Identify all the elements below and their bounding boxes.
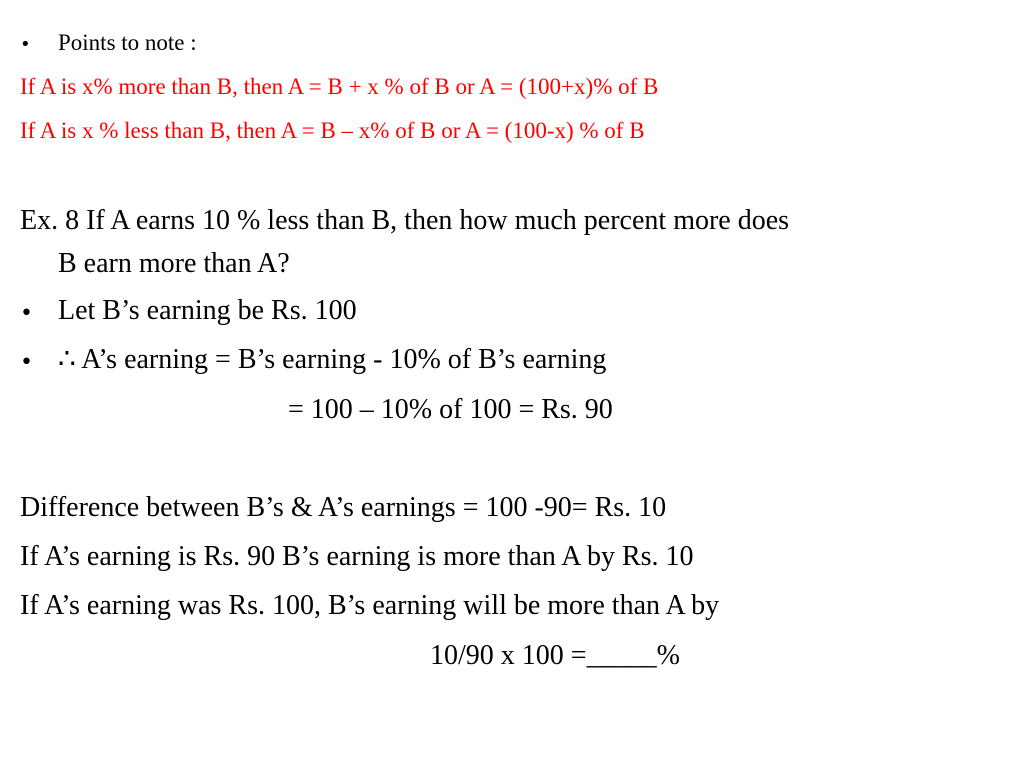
bullet-icon: • [20,34,31,55]
bullet-icon: • [20,350,33,375]
notes-heading: Points to note : [58,30,197,55]
step-a-result: = 100 – 10% of 100 = Rs. 90 [288,394,613,425]
percent-formula: 10/90 x 100 =_____% [430,640,680,671]
step-assume-b: Let B’s earning be Rs. 100 [58,295,357,326]
difference-line: Difference between B’s & A’s earnings = 100 -90= Rs. 10 [20,492,667,523]
bullet-icon: • [20,301,33,326]
step-a-earning: ∴ A’s earning = B’s earning - 10% of B’s earning [58,344,607,375]
example-question-line-1: Ex. 8 If A earns 10 % less than B, then how much percent more does [20,205,790,236]
line-a-earning-100: If A’s earning was Rs. 100, B’s earning will be more than A by [20,590,720,621]
rule-more-than: If A is x% more than B, then A = B + x % of B or A = (100+x)% of B [20,74,659,99]
example-question-line-2: B earn more than A? [58,248,290,279]
line-a-earning-90: If A’s earning is Rs. 90 B’s earning is more than A by Rs. 10 [20,541,694,572]
rule-less-than: If A is x % less than B, then A = B – x% of B or A = (100-x) % of B [20,118,645,143]
